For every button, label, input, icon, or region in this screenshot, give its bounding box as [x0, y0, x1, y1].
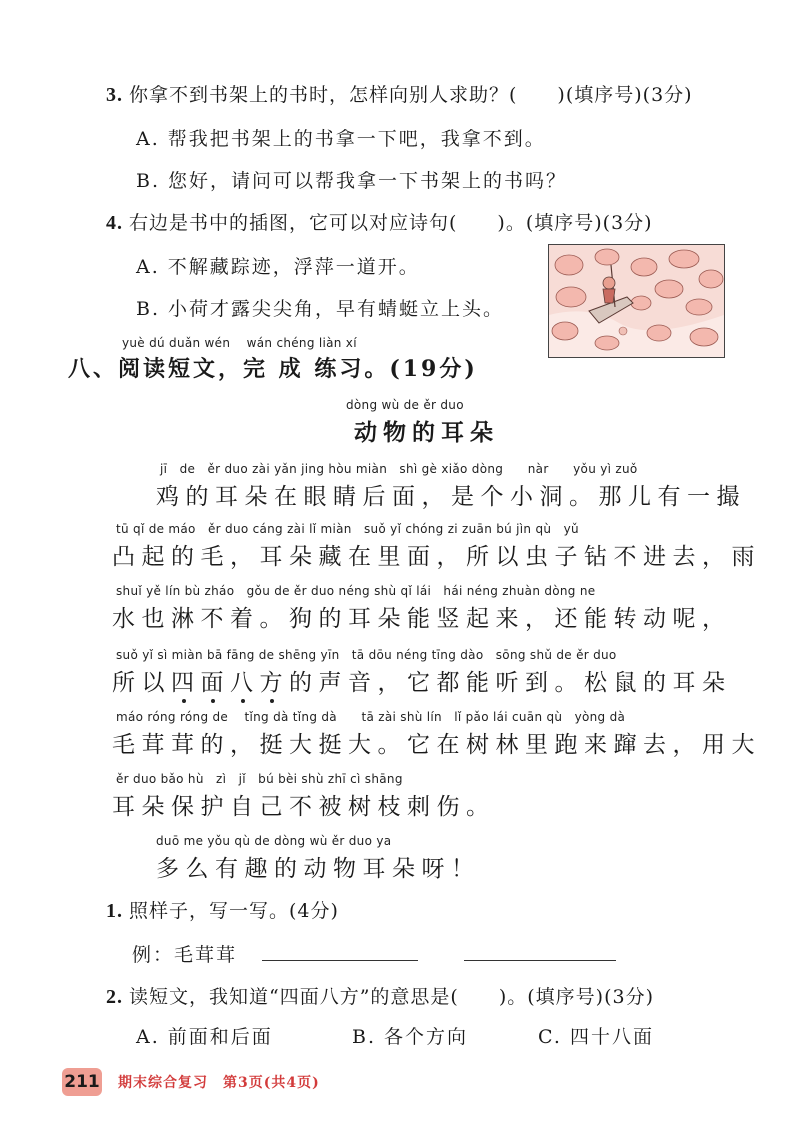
emphasis-char: 八: [230, 670, 260, 696]
passage-line-2-pinyin: tū qǐ de máo ěr duo cáng zài lǐ miàn suǒ yǐ chóng zi zuān bú jìn qù yǔ: [116, 522, 579, 536]
question-3: [106, 80, 693, 107]
passage-line-4: [112, 664, 732, 697]
exercise-1-example: 例：毛茸茸: [132, 944, 238, 966]
exercise-number: 2.: [106, 986, 123, 1008]
lotus-pond-image: [549, 245, 724, 357]
passage-line-6: 耳朵保护自己不被树枝刺伤。: [112, 794, 496, 820]
passage-line-4-pinyin: suǒ yǐ sì miàn bā fāng de shēng yīn tā dōu néng tīng dào sōng shǔ de ěr duo: [116, 648, 617, 662]
question-number: 4.: [106, 212, 123, 234]
line-4-prefix: 所以: [112, 670, 171, 696]
passage-line-2: 凸起的毛，耳朵藏在里面，所以虫子钻不进去，雨: [112, 544, 761, 570]
question-text: 右边是书中的插图，它可以对应诗句( )。(填序号)(3分): [129, 212, 653, 234]
answer-blank-2[interactable]: [464, 960, 616, 961]
emphasis-char: 面: [200, 670, 230, 696]
footer-text: 期末综合复习 第3页(共4页): [118, 1075, 320, 1091]
passage-line-5-pinyin: máo róng róng de tǐng dà tǐng dà tā zài shù lín lǐ pǎo lái cuān qù yòng dà: [116, 710, 626, 724]
exercise-2: [106, 982, 654, 1009]
exercise-text: 照样子，写一写。(4分): [129, 900, 339, 922]
passage-line-5: 毛茸茸的，挺大挺大。它在树林里跑来蹿去，用大: [112, 732, 761, 758]
lotus-pond-illustration: [548, 244, 725, 358]
passage-line-3-pinyin: shuǐ yě lín bù zháo gǒu de ěr duo néng shù qǐ lái hái néng zhuàn dòng ne: [116, 584, 596, 598]
section-title-pinyin: yuè dú duǎn wén wán chéng liàn xí: [122, 336, 357, 350]
passage-line-1-pinyin: jī de ěr duo zài yǎn jing hòu miàn shì gè xiǎo dòng nàr yǒu yì zuǒ: [160, 462, 638, 476]
question-number: 3.: [106, 84, 123, 106]
ex2-option-b: B. 各个方向: [352, 1026, 469, 1048]
ex2-option-c: C. 四十八面: [538, 1026, 654, 1048]
exercise-text: 读短文，我知道“四面八方”的意思是( )。(填序号)(3分): [129, 986, 654, 1008]
question-4: [106, 208, 653, 235]
passage-closing: 多么有趣的动物耳朵呀！: [156, 856, 481, 882]
passage-line-1: 鸡的耳朵在眼睛后面，是个小洞。那儿有一撮: [156, 484, 746, 510]
answer-blank-1[interactable]: [262, 960, 418, 961]
passage-line-6-pinyin: ěr duo bǎo hù zì jǐ bú bèi shù zhī cì shāng: [116, 772, 403, 786]
line-4-suffix: 的声音，它都能听到。松鼠的耳朵: [289, 670, 732, 696]
emphasis-char: 方: [259, 670, 289, 696]
question-text: 你拿不到书架上的书时，怎样向别人求助？( )(填序号)(3分): [129, 84, 693, 106]
q4-option-b: B. 小荷才露尖尖角，早有蜻蜓立上头。: [136, 298, 505, 320]
passage-line-3: 水也淋不着。狗的耳朵能竖起来，还能转动呢，: [112, 606, 732, 632]
passage-title-pinyin: dòng wù de ěr duo: [346, 398, 464, 412]
page-number-badge: 211: [62, 1068, 102, 1096]
q3-option-b: B. 您好，请问可以帮我拿一下书架上的书吗？: [136, 170, 568, 192]
passage-closing-pinyin: duō me yǒu qù de dòng wù ěr duo ya: [156, 834, 392, 848]
passage-title: 动物的耳朵: [354, 419, 499, 446]
exercise-1: [106, 896, 339, 923]
section-title: 八、阅读短文，完 成 练习。(19分): [68, 356, 478, 382]
exercise-number: 1.: [106, 900, 123, 922]
ex2-option-a: A. 前面和后面: [136, 1026, 273, 1048]
q3-option-a: A. 帮我把书架上的书拿一下吧，我拿不到。: [136, 128, 546, 150]
emphasis-char: 四: [171, 670, 201, 696]
q4-option-a: A. 不解藏踪迹，浮萍一道开。: [136, 256, 420, 278]
